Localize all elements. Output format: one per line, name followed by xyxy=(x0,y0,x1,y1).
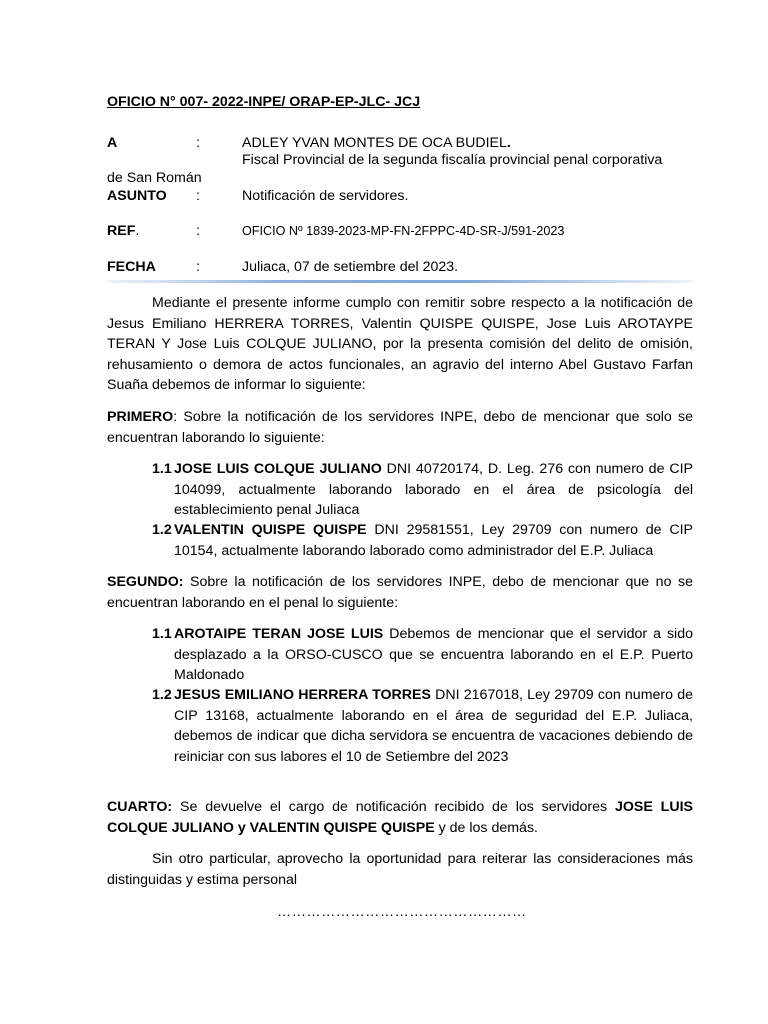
item-detail: DNI 29581551, Ley 29709 con numero de CIP 10154, actualmente laborando laborado como administrador del E.P. Juliaca xyxy=(174,522,693,559)
closing-paragraph: Sin otro particular, aprovecho la oportunidad para reiterar las consideraciones más distinguidas y estima personal xyxy=(107,851,693,888)
segundo-text: Sobre la notificación de los servidores INPE, debo de mencionar que no se encuentran laborando en el penal lo siguiente: xyxy=(107,574,693,611)
document-heading: OFICIO N° 007- 2022-INPE/ ORAP-EP-JLC- JCJ xyxy=(107,94,421,110)
cuarto-names: JOSE LUIS COLQUE JULIANO y VALENTIN QUISPE QUISPE xyxy=(107,799,693,836)
item-detail: DNI 2167018, Ley 29709 con numero de CIP 13168, actualmente laborando en el área de seguridad del E.P. Juliaca, debemos de indicar que dicha servidora se encuentra de vacaciones debiendo de reiniciar con sus labores el 10 de Setiembre del 2023 xyxy=(174,687,693,765)
asunto-value: Notificación de servidores. xyxy=(242,188,409,204)
segundo-paragraph xyxy=(107,572,693,613)
segundo-item-2 xyxy=(152,685,693,767)
a-name-period: . xyxy=(506,135,511,151)
fecha-label: FECHA xyxy=(107,259,156,275)
ref-label xyxy=(107,221,139,242)
segundo-item-1 xyxy=(152,624,693,686)
item-number: 1.2 xyxy=(152,522,172,538)
item-name: AROTAIPE TERAN JOSE LUIS xyxy=(174,626,384,642)
asunto-colon: : xyxy=(196,188,200,204)
a-name-text: ADLEY YVAN MONTES DE OCA BUDIEL xyxy=(242,135,507,151)
fecha-colon: : xyxy=(196,259,200,275)
a-role-line1: Fiscal Provincial de la segunda fiscalía provincial penal corporativa xyxy=(242,152,663,168)
item-text xyxy=(174,685,693,767)
a-label: A xyxy=(107,135,118,151)
header-divider xyxy=(107,280,693,283)
item-text xyxy=(174,624,693,686)
cuarto-text-end: y de los demás. xyxy=(434,819,538,836)
ref-label-period: . xyxy=(135,223,140,239)
item-detail: DNI 40720174, D. Leg. 276 con numero de CIP 104099, actualmente laborando laborado en el área de psicología del establecimiento penal Juliaca xyxy=(174,461,693,518)
cuarto-paragraph xyxy=(107,797,693,838)
item-detail: Debemos de mencionar que el servidor a sido desplazado a la ORSO-CUSCO que se encuentra laborando en el E.P. Puerto Maldonado xyxy=(174,626,693,683)
ref-label-text: REF xyxy=(107,223,136,239)
item-text xyxy=(174,459,693,521)
item-number: 1.2 xyxy=(152,687,172,703)
cuarto-text: Se devuelve el cargo de notificación recibido de los servidores xyxy=(172,799,615,815)
asunto-label: ASUNTO xyxy=(107,188,167,204)
item-number: 1.1 xyxy=(152,461,172,477)
a-colon: : xyxy=(196,135,200,151)
a-role-line2: de San Román xyxy=(107,170,202,186)
item-number: 1.1 xyxy=(152,626,172,642)
fecha-value: Juliaca, 07 de setiembre del 2023. xyxy=(242,259,459,275)
primero-item-1 xyxy=(152,459,693,521)
signature-line: …………………………………………… xyxy=(277,904,527,920)
primero-label: PRIMERO xyxy=(107,409,174,425)
item-text xyxy=(174,520,693,561)
primero-text: : Sobre la notificación de los servidores INPE, debo de mencionar que solo se encuentran laborando lo siguiente: xyxy=(107,409,693,446)
primero-paragraph xyxy=(107,407,693,448)
intro-paragraph: Mediante el presente informe cumplo con remitir sobre respecto a la notificación de Jesus Emiliano HERRERA TORRES, Valentin QUISPE QUISPE, Jose Luis AROTAYPE TERAN Y Jose Luis COLQUE JULIANO, por la presenta comisión del delito de omisión, rehusamiento o demora de actos funcionales, an agravio del interno Abel Gustavo Farfan Suaña debemos de informar lo siguiente: xyxy=(107,295,693,393)
segundo-label: SEGUNDO: xyxy=(107,574,184,590)
ref-colon: : xyxy=(196,223,200,239)
primero-item-2 xyxy=(152,520,693,561)
item-name: VALENTIN QUISPE QUISPE xyxy=(174,522,367,538)
item-name: JESUS EMILIANO HERRERA TORRES xyxy=(174,687,431,703)
cuarto-label: CUARTO: xyxy=(107,799,173,815)
ref-value: OFICIO Nº 1839-2023-MP-FN-2FPPC-4D-SR-J/591-2023 xyxy=(242,224,565,238)
item-name: JOSE LUIS COLQUE JULIANO xyxy=(174,461,382,477)
